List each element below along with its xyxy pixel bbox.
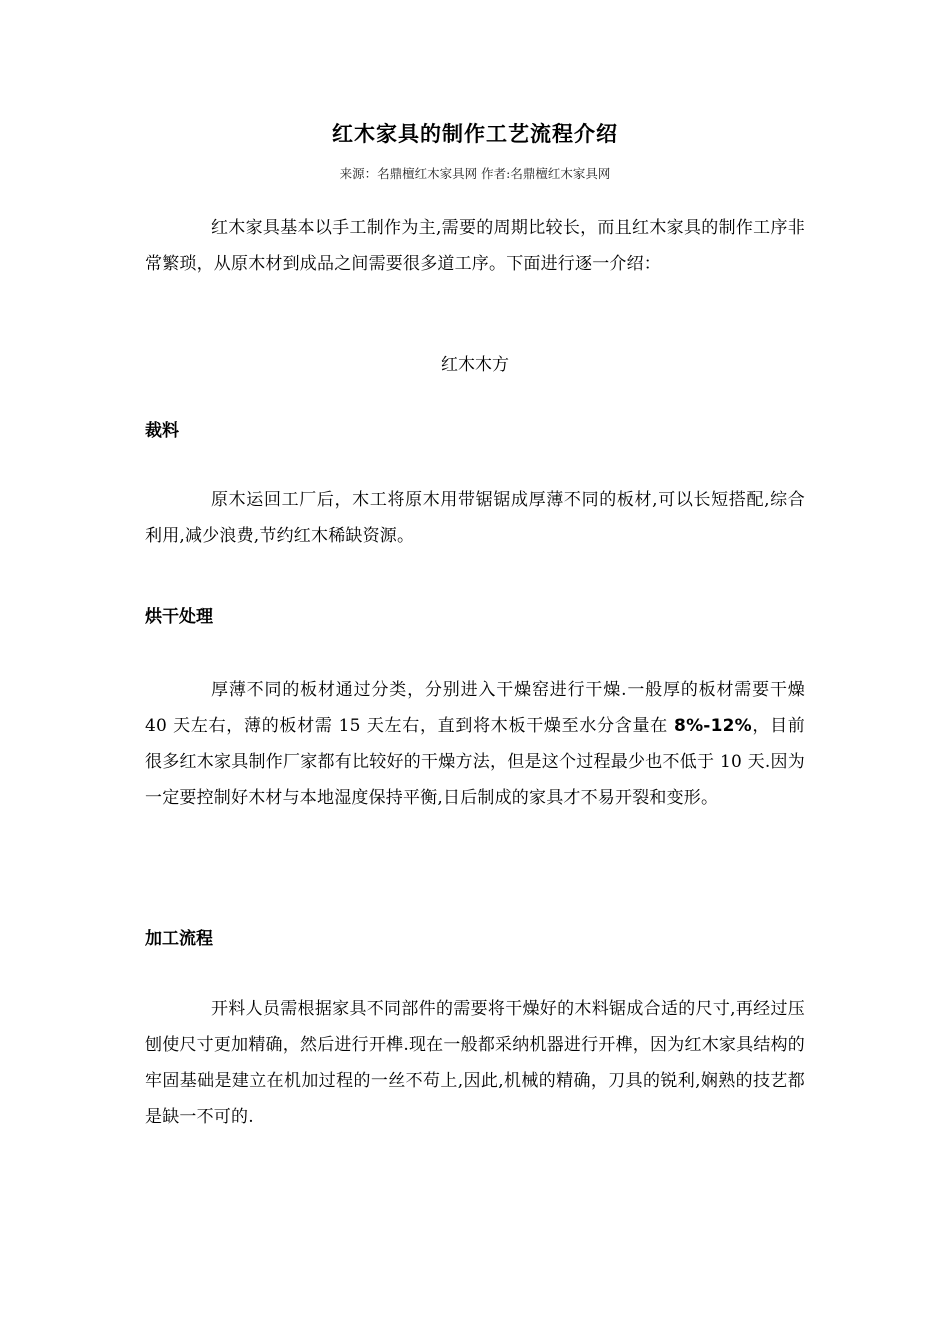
image-caption: 红木木方 [441, 355, 509, 375]
section-heading-cutting: 裁料 [145, 421, 179, 441]
section-body-processing: 开料人员需根据家具不同部件的需要将干燥好的木料锯成合适的尺寸,再经过压刨使尺寸更加精确，然后进行开榫.现在一般都采纳机器进行开榫，因为红木家具结构的牢固基础是建立在机加过程的一丝不苟上,因此,机械的精确，刀具的锐利,娴熟的技艺都是缺一不可的. [145, 999, 805, 1127]
section-heading-processing: 加工流程 [145, 929, 213, 949]
section-heading-drying: 烘干处理 [145, 607, 213, 627]
moisture-range: 8%-12% [674, 716, 752, 736]
drying-text-part1: 厚薄不同的板材通过分类，分别进入干燥窑进行干燥.一般厚的板材需要干燥 40 天左右，薄的板材需 15 天左右，直到将木板干燥至水分含量在 [145, 680, 805, 736]
source-byline: 来源：名鼎檀红木家具网 作者:名鼎檀红木家具网 [339, 166, 611, 181]
page-title: 红木家具的制作工艺流程介绍 [332, 122, 618, 146]
section-body-cutting: 原木运回工厂后，木工将原木用带锯锯成厚薄不同的板材,可以长短搭配,综合利用,减少浪费,节约红木稀缺资源。 [145, 490, 805, 546]
drying-text-part2: ，目前很多红木家具制作厂家都有比较好的干燥方法，但是这个过程最少也不低于 10 天.因为一定要控制好木材与本地湿度保持平衡,日后制成的家具才不易开裂和变形。 [145, 716, 805, 808]
intro-paragraph: 红木家具基本以手工制作为主,需要的周期比较长，而且红木家具的制作工序非常繁琐，从原木材到成品之间需要很多道工序。下面进行逐一介绍： [145, 218, 805, 274]
section-body-drying [145, 672, 805, 816]
